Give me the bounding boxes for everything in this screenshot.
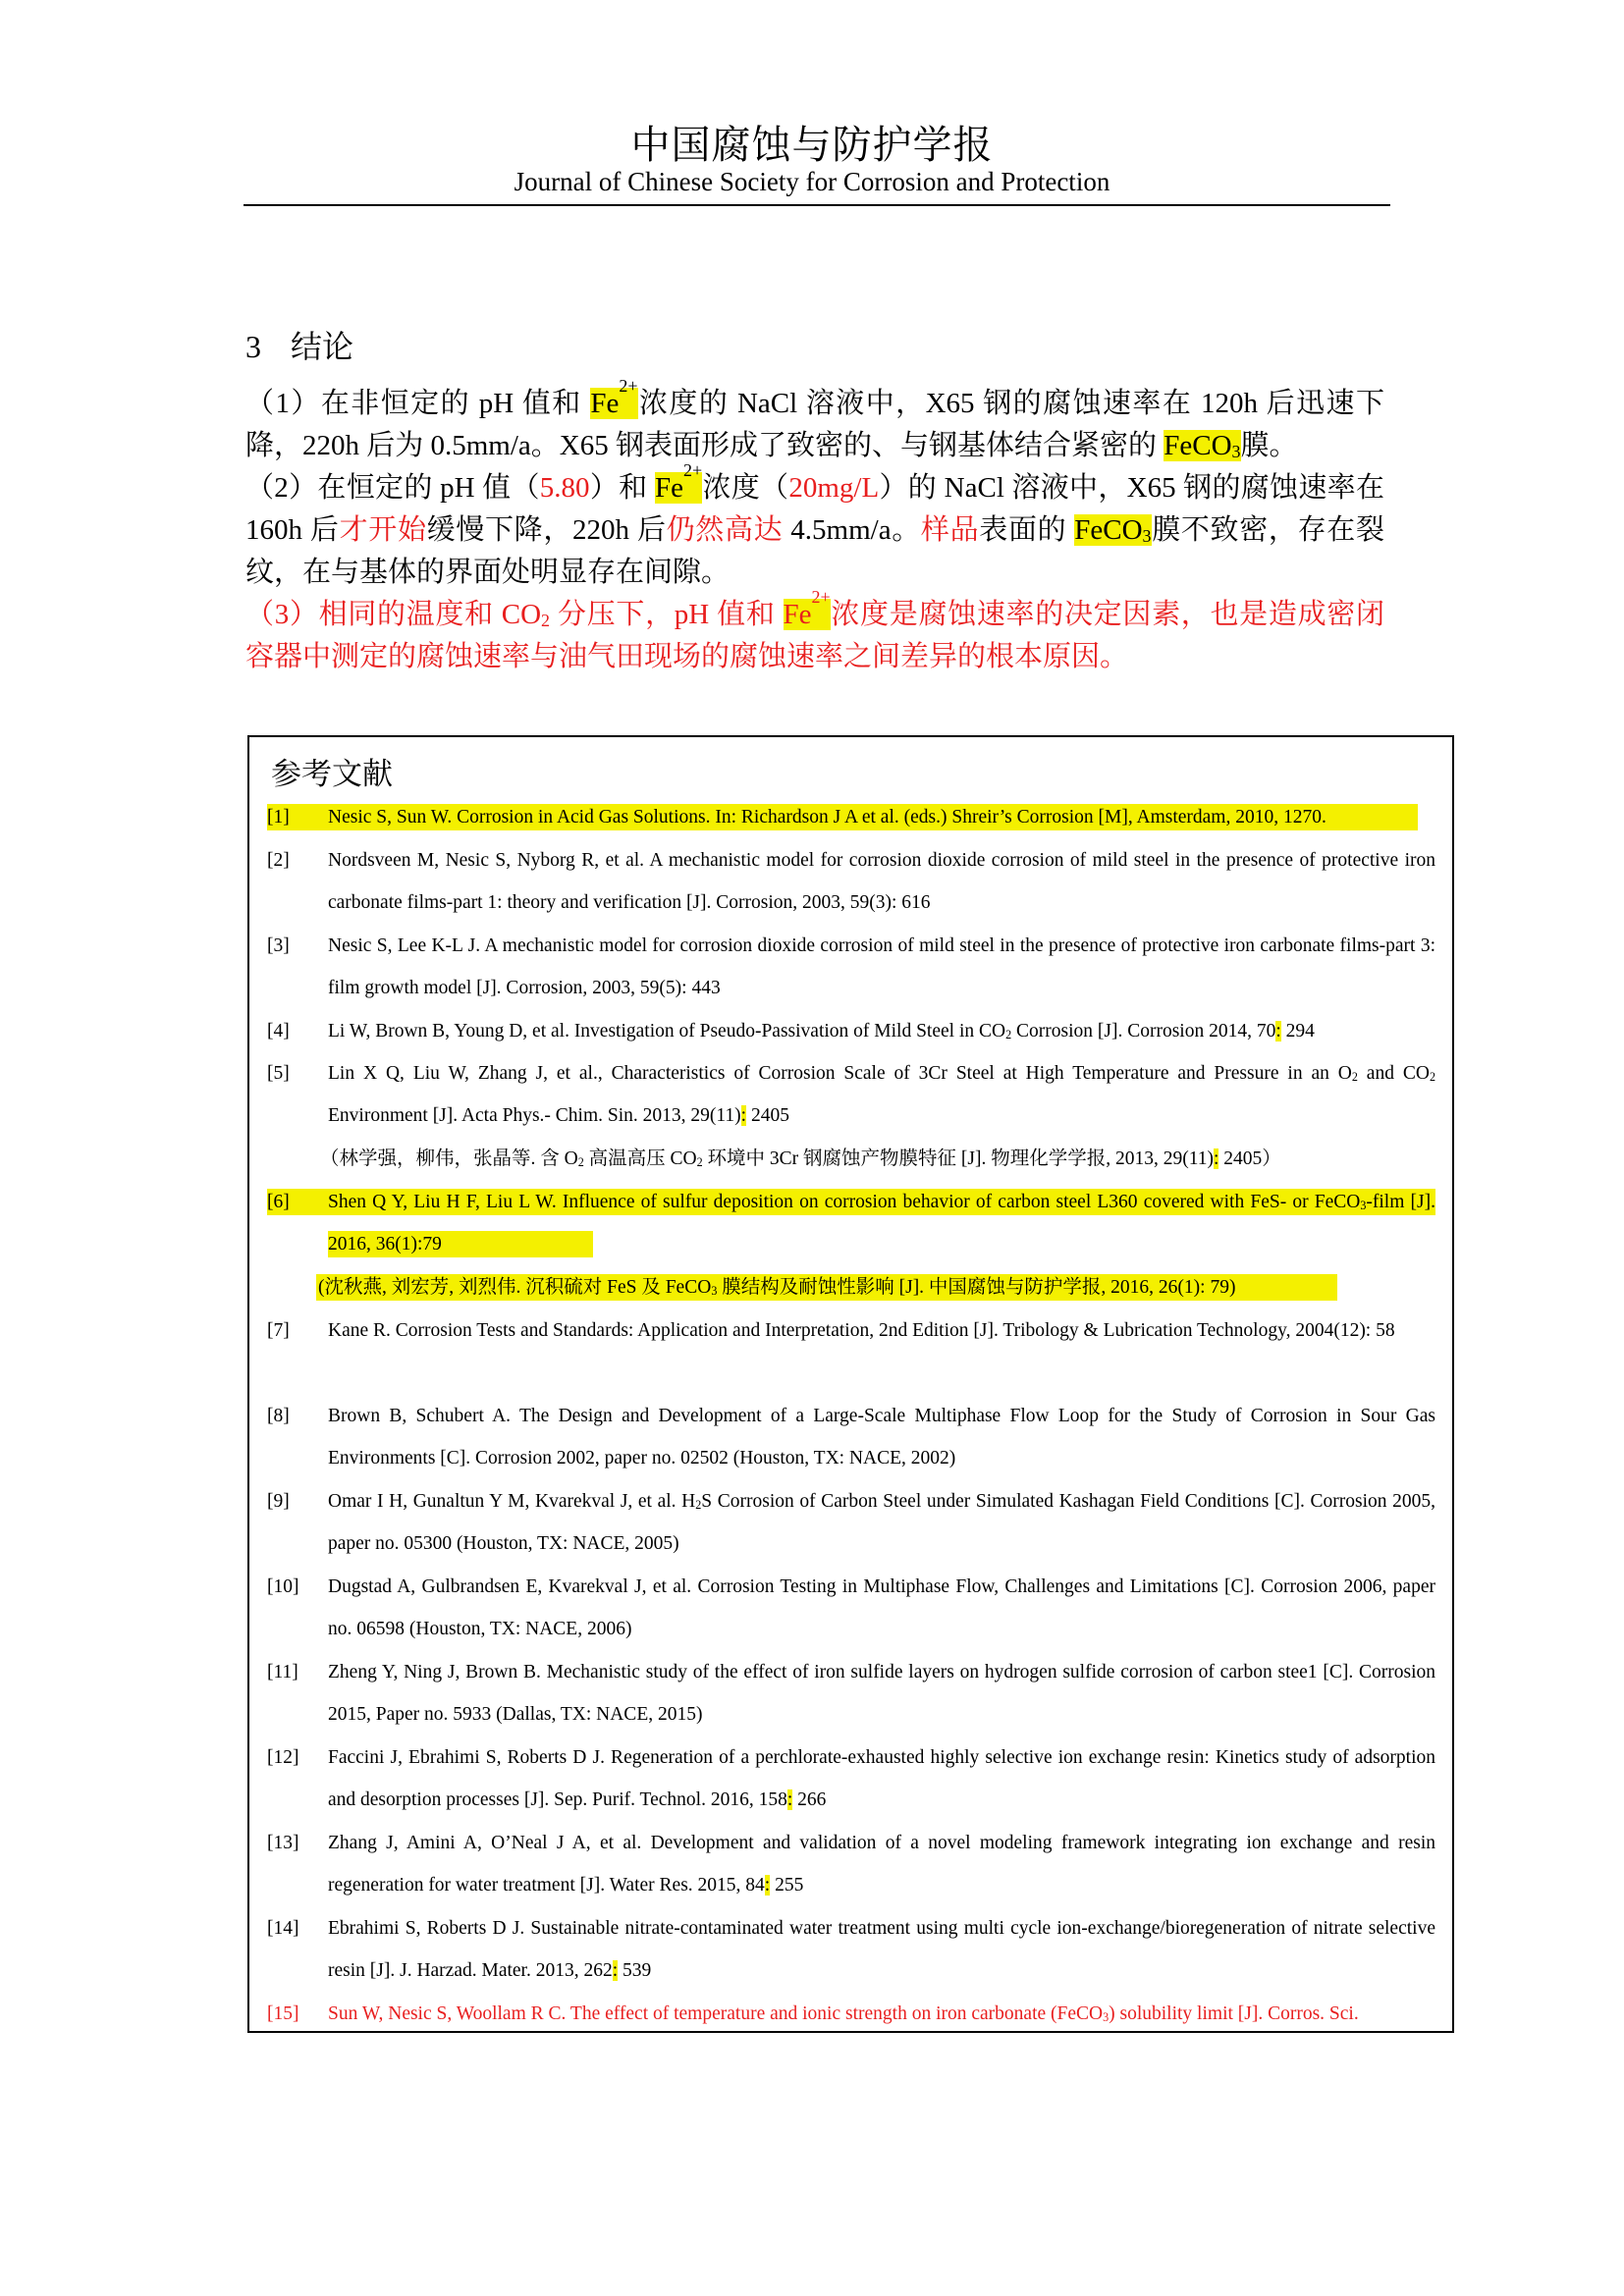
reference-translation — [267, 1266, 1435, 1308]
reference-text — [318, 1266, 1435, 1308]
reference-item — [267, 1907, 1435, 1992]
section-heading — [245, 322, 353, 367]
reference-number: [5] — [267, 1063, 290, 1084]
text-run: 浓度是腐蚀速率的决定因素，也是造成密闭容器中测定的腐蚀速率与油气田现场的腐蚀速率之间差异的根本原因。 — [245, 599, 1384, 672]
text-run: 分压下，pH 值和 — [550, 599, 784, 630]
reference-number: [10] — [267, 1576, 299, 1597]
reference-text — [328, 1907, 1435, 1992]
highlight — [655, 459, 703, 504]
reference-number: [9] — [267, 1491, 290, 1512]
subscript: 3 — [711, 1283, 718, 1298]
text-run: 539 — [618, 1960, 652, 1981]
references-box — [247, 735, 1454, 2033]
text-run: ）和 — [589, 472, 656, 504]
superscript: 2+ — [619, 375, 638, 396]
reference-item — [267, 1993, 1435, 2035]
text-run: 255 — [770, 1875, 804, 1896]
reference-text: Dugstad A, Gulbrandsen E, Kvarekval J, et al. Corrosion Testing in Multiphase Flow, Challenges and Limitations [C]. Corrosion 2006, paper no. 06598 (Houston, TX: NACE, 2006) — [328, 1576, 1435, 1639]
highlight: : — [1275, 1021, 1281, 1041]
subscript: 2 — [1005, 1027, 1012, 1041]
text-run: Zhang J, Amini A, O’Neal J A, et al. Development and validation of a novel modeling framework integrating ion exchange and resin regeneration for water treatment [J]. Water Res. 2015, 84 — [328, 1833, 1435, 1896]
text-run: Shen Q Y, Liu H F, Liu L W. Influence of sulfur deposition on corrosion behavior of carbon steel L360 covered with FeS- or FeCO — [328, 1192, 1361, 1212]
subscript: 3 — [1231, 441, 1241, 461]
subscript: 3 — [1360, 1198, 1367, 1212]
text-run: Omar I H, Gunaltun Y M, Kvarekval J, et al. H — [328, 1491, 696, 1512]
reference-number: [11] — [267, 1662, 298, 1682]
text-run: Corrosion [J]. Corrosion 2014, 70 — [1011, 1021, 1276, 1041]
reference-text — [328, 1010, 1435, 1052]
references-title: 参考文献 — [271, 757, 393, 791]
reference-item — [267, 1480, 1435, 1565]
text-run: Faccini J, Ebrahimi S, Roberts D J. Regeneration of a perchlorate-exhausted highly selective ion exchange resin: Kinetics study of adsorption and desorption processes [J]. Sep. Purif. Technol. 2016, 158 — [328, 1747, 1435, 1810]
reference-item — [267, 1052, 1435, 1137]
reference-item — [267, 1822, 1435, 1906]
text-run: 266 — [792, 1789, 827, 1810]
text-run: （3）相同的温度和 CO — [245, 599, 542, 630]
highlight: : — [612, 1960, 619, 1981]
reference-text — [328, 1993, 1435, 2035]
reference-number: [6] — [267, 1192, 290, 1212]
red-text: 才开始 — [339, 514, 427, 546]
section-number: 3 — [245, 329, 261, 364]
text-run: 2405） — [1218, 1148, 1281, 1169]
reference-item — [267, 1181, 1435, 1265]
text-run: （1）在非恒定的 pH 值和 — [245, 388, 591, 419]
reference-number: [4] — [267, 1021, 290, 1041]
subscript: 2 — [695, 1497, 702, 1512]
superscript: 2+ — [683, 459, 703, 480]
subscript: 2 — [696, 1154, 703, 1169]
reference-number: [12] — [267, 1747, 299, 1768]
text-run: 浓度（ — [702, 472, 789, 504]
reference-text: Brown B, Schubert A. The Design and Development of a Large-Scale Multiphase Flow Loop for the Study of Corrosion in Sour Gas Environments [C]. Corrosion 2002, paper no. 02502 (Houston, TX: NACE, 2002) — [328, 1406, 1435, 1468]
reference-number: [1] — [267, 807, 290, 828]
reference-text: Nordsveen M, Nesic S, Nyborg R, et al. A mechanistic model for corrosion dioxide corrosion of mild steel in the presence of protective iron carbonate films-part 1: theory and verification [J]. Corrosion, 2003, 59(3): 616 — [328, 850, 1435, 913]
text-run: 缓慢下降，220h 后 — [426, 514, 667, 546]
text-run: FeCO — [1164, 430, 1232, 461]
reference-item — [267, 1736, 1435, 1821]
text-run: Li W, Brown B, Young D, et al. Investigation of Pseudo-Passivation of Mild Steel in CO — [328, 1021, 1006, 1041]
reference-item — [267, 1309, 1435, 1352]
reference-number: [2] — [267, 850, 290, 871]
highlight — [1074, 514, 1151, 546]
conclusion-2 — [245, 459, 1384, 594]
reference-item — [267, 796, 1435, 838]
subscript: 2 — [1351, 1069, 1358, 1084]
reference-text — [328, 1480, 1435, 1565]
text-run: 2405 — [746, 1105, 789, 1126]
subscript: 2 — [1429, 1069, 1435, 1084]
text-run: （林学强，柳伟，张晶等. 含 O — [320, 1148, 578, 1169]
text-run: （2）在恒定的 pH 值（ — [245, 472, 540, 504]
text-run: Ebrahimi S, Roberts D J. Sustainable nitrate-contaminated water treatment using multi cycle ion-exchange/bioregeneration of nitrate selective resin [J]. J. Harzad. Mater. 2013, 262 — [328, 1918, 1435, 1981]
text-run: FeCO — [1074, 514, 1143, 546]
reference-text — [328, 1052, 1435, 1137]
reference-number: [13] — [267, 1833, 299, 1853]
text-run: S Corrosion of Carbon Steel under Simulated Kashagan Field Conditions [C]. Corrosion 2005, paper no. 05300 (Houston, TX: NACE, 2005) — [328, 1491, 1436, 1554]
text-run: Fe — [655, 472, 684, 504]
reference-text — [328, 1736, 1435, 1821]
text-run: 膜结构及耐蚀性影响 [J]. 中国腐蚀与防护学报, 2016, 26(1): 79) — [717, 1277, 1236, 1298]
highlight — [783, 586, 831, 630]
reference-text: Nesic S, Sun W. Corrosion in Acid Gas Solutions. In: Richardson J A et al. (eds.) Shreir’s Corrosion [M], Amsterdam, 2010, 1270. — [328, 807, 1326, 828]
text-run: Environment [J]. Acta Phys.- Chim. Sin. 2013, 29(11) — [328, 1105, 741, 1126]
reference-item — [267, 1566, 1435, 1650]
text-run: ) solubility limit [J]. Corros. Sci. — [1109, 2003, 1359, 2024]
reference-number: [3] — [267, 935, 290, 956]
text-run: and CO — [1357, 1063, 1430, 1084]
reference-text — [328, 1181, 1435, 1265]
text-run: 环境中 3Cr 钢腐蚀产物膜特征 [J]. 物理化学学报, 2013, 29(11) — [702, 1148, 1214, 1169]
reference-number: [7] — [267, 1320, 290, 1341]
journal-title-cn: 中国腐蚀与防护学报 — [630, 123, 994, 167]
text-run: 膜不致密，存在裂纹，在与基体的界面处明显存在间隙。 — [245, 514, 1384, 588]
reference-number: [14] — [267, 1918, 299, 1939]
reference-number: [8] — [267, 1406, 290, 1426]
highlight: : — [740, 1105, 747, 1126]
reference-item — [267, 1395, 1435, 1479]
text-run: Fe — [590, 388, 620, 419]
highlight: : — [1214, 1148, 1219, 1169]
reference-translation — [267, 1138, 1435, 1180]
reference-item — [267, 1651, 1435, 1735]
reference-text: Kane R. Corrosion Tests and Standards: Application and Interpretation, 2nd Edition [J]. Tribology & Lubrication Technology, 2004(12): 58 — [328, 1320, 1395, 1341]
reference-number: [15] — [267, 2003, 299, 2024]
text-run: -film [J]. 2016, 36(1):79 — [328, 1192, 1435, 1255]
highlight: : — [786, 1789, 793, 1810]
conclusion-1 — [245, 375, 1384, 467]
reference-item — [267, 839, 1435, 924]
reference-item — [267, 925, 1435, 1009]
section-title: 结论 — [291, 329, 354, 364]
reference-text — [320, 1138, 1435, 1180]
subscript: 3 — [1142, 525, 1152, 546]
text-run: 294 — [1280, 1021, 1315, 1041]
red-text: 20mg/L — [788, 472, 880, 504]
subscript: 2 — [541, 610, 551, 630]
text-run: ）的 NaCl 溶液中，X65 钢的腐蚀速率在 160h 后 — [245, 472, 1384, 546]
text-run: Fe — [783, 599, 812, 630]
text-run: 浓度的 NaCl 溶液中，X65 钢的腐蚀速率在 120h 后迅速下降，220h 后为 0.5mm/a。X65 钢表面形成了致密的、与钢基体结合紧密的 — [245, 388, 1384, 461]
red-text: 仍然高达 — [666, 514, 784, 546]
text-run: Lin X Q, Liu W, Zhang J, et al., Characteristics of Corrosion Scale of 3Cr Steel at High Temperature and Pressure in an O — [328, 1063, 1352, 1084]
superscript: 2+ — [811, 586, 831, 607]
header-rule — [244, 204, 1390, 206]
red-text: 样品 — [920, 514, 980, 546]
highlight — [590, 375, 638, 419]
text-run: 4.5mm/a。 — [783, 514, 921, 546]
red-text: 5.80 — [539, 472, 590, 504]
text-run: Sun W, Nesic S, Woollam R C. The effect of temperature and ionic strength on iron carbonate (FeCO — [328, 2003, 1104, 2024]
text-run: 表面的 — [979, 514, 1075, 546]
reference-text — [328, 1822, 1435, 1906]
subscript: 3 — [1103, 2009, 1110, 2024]
highlight: : — [764, 1875, 771, 1896]
journal-title-en: Journal of Chinese Society for Corrosion and Protection — [514, 167, 1110, 196]
reference-text: Zheng Y, Ning J, Brown B. Mechanistic study of the effect of iron sulfide layers on hydrogen sulfide corrosion of carbon stee1 [C]. Corrosion 2015, Paper no. 5933 (Dallas, TX: NACE, 2015) — [328, 1662, 1435, 1725]
text-run: 高温高压 CO — [583, 1148, 697, 1169]
text-run: (沈秋燕, 刘宏芳, 刘烈伟. 沉积硫对 FeS 及 FeCO — [318, 1277, 712, 1298]
reference-item — [267, 1010, 1435, 1052]
subscript: 2 — [577, 1154, 584, 1169]
reference-text: Nesic S, Lee K-L J. A mechanistic model for corrosion dioxide corrosion of mild steel in the presence of protective iron carbonate films-part 3: film growth model [J]. Corrosion, 2003, 59(5): 443 — [328, 935, 1435, 998]
highlight — [1164, 430, 1240, 461]
text-run: 膜。 — [1240, 430, 1298, 461]
conclusion-3 — [245, 586, 1384, 678]
